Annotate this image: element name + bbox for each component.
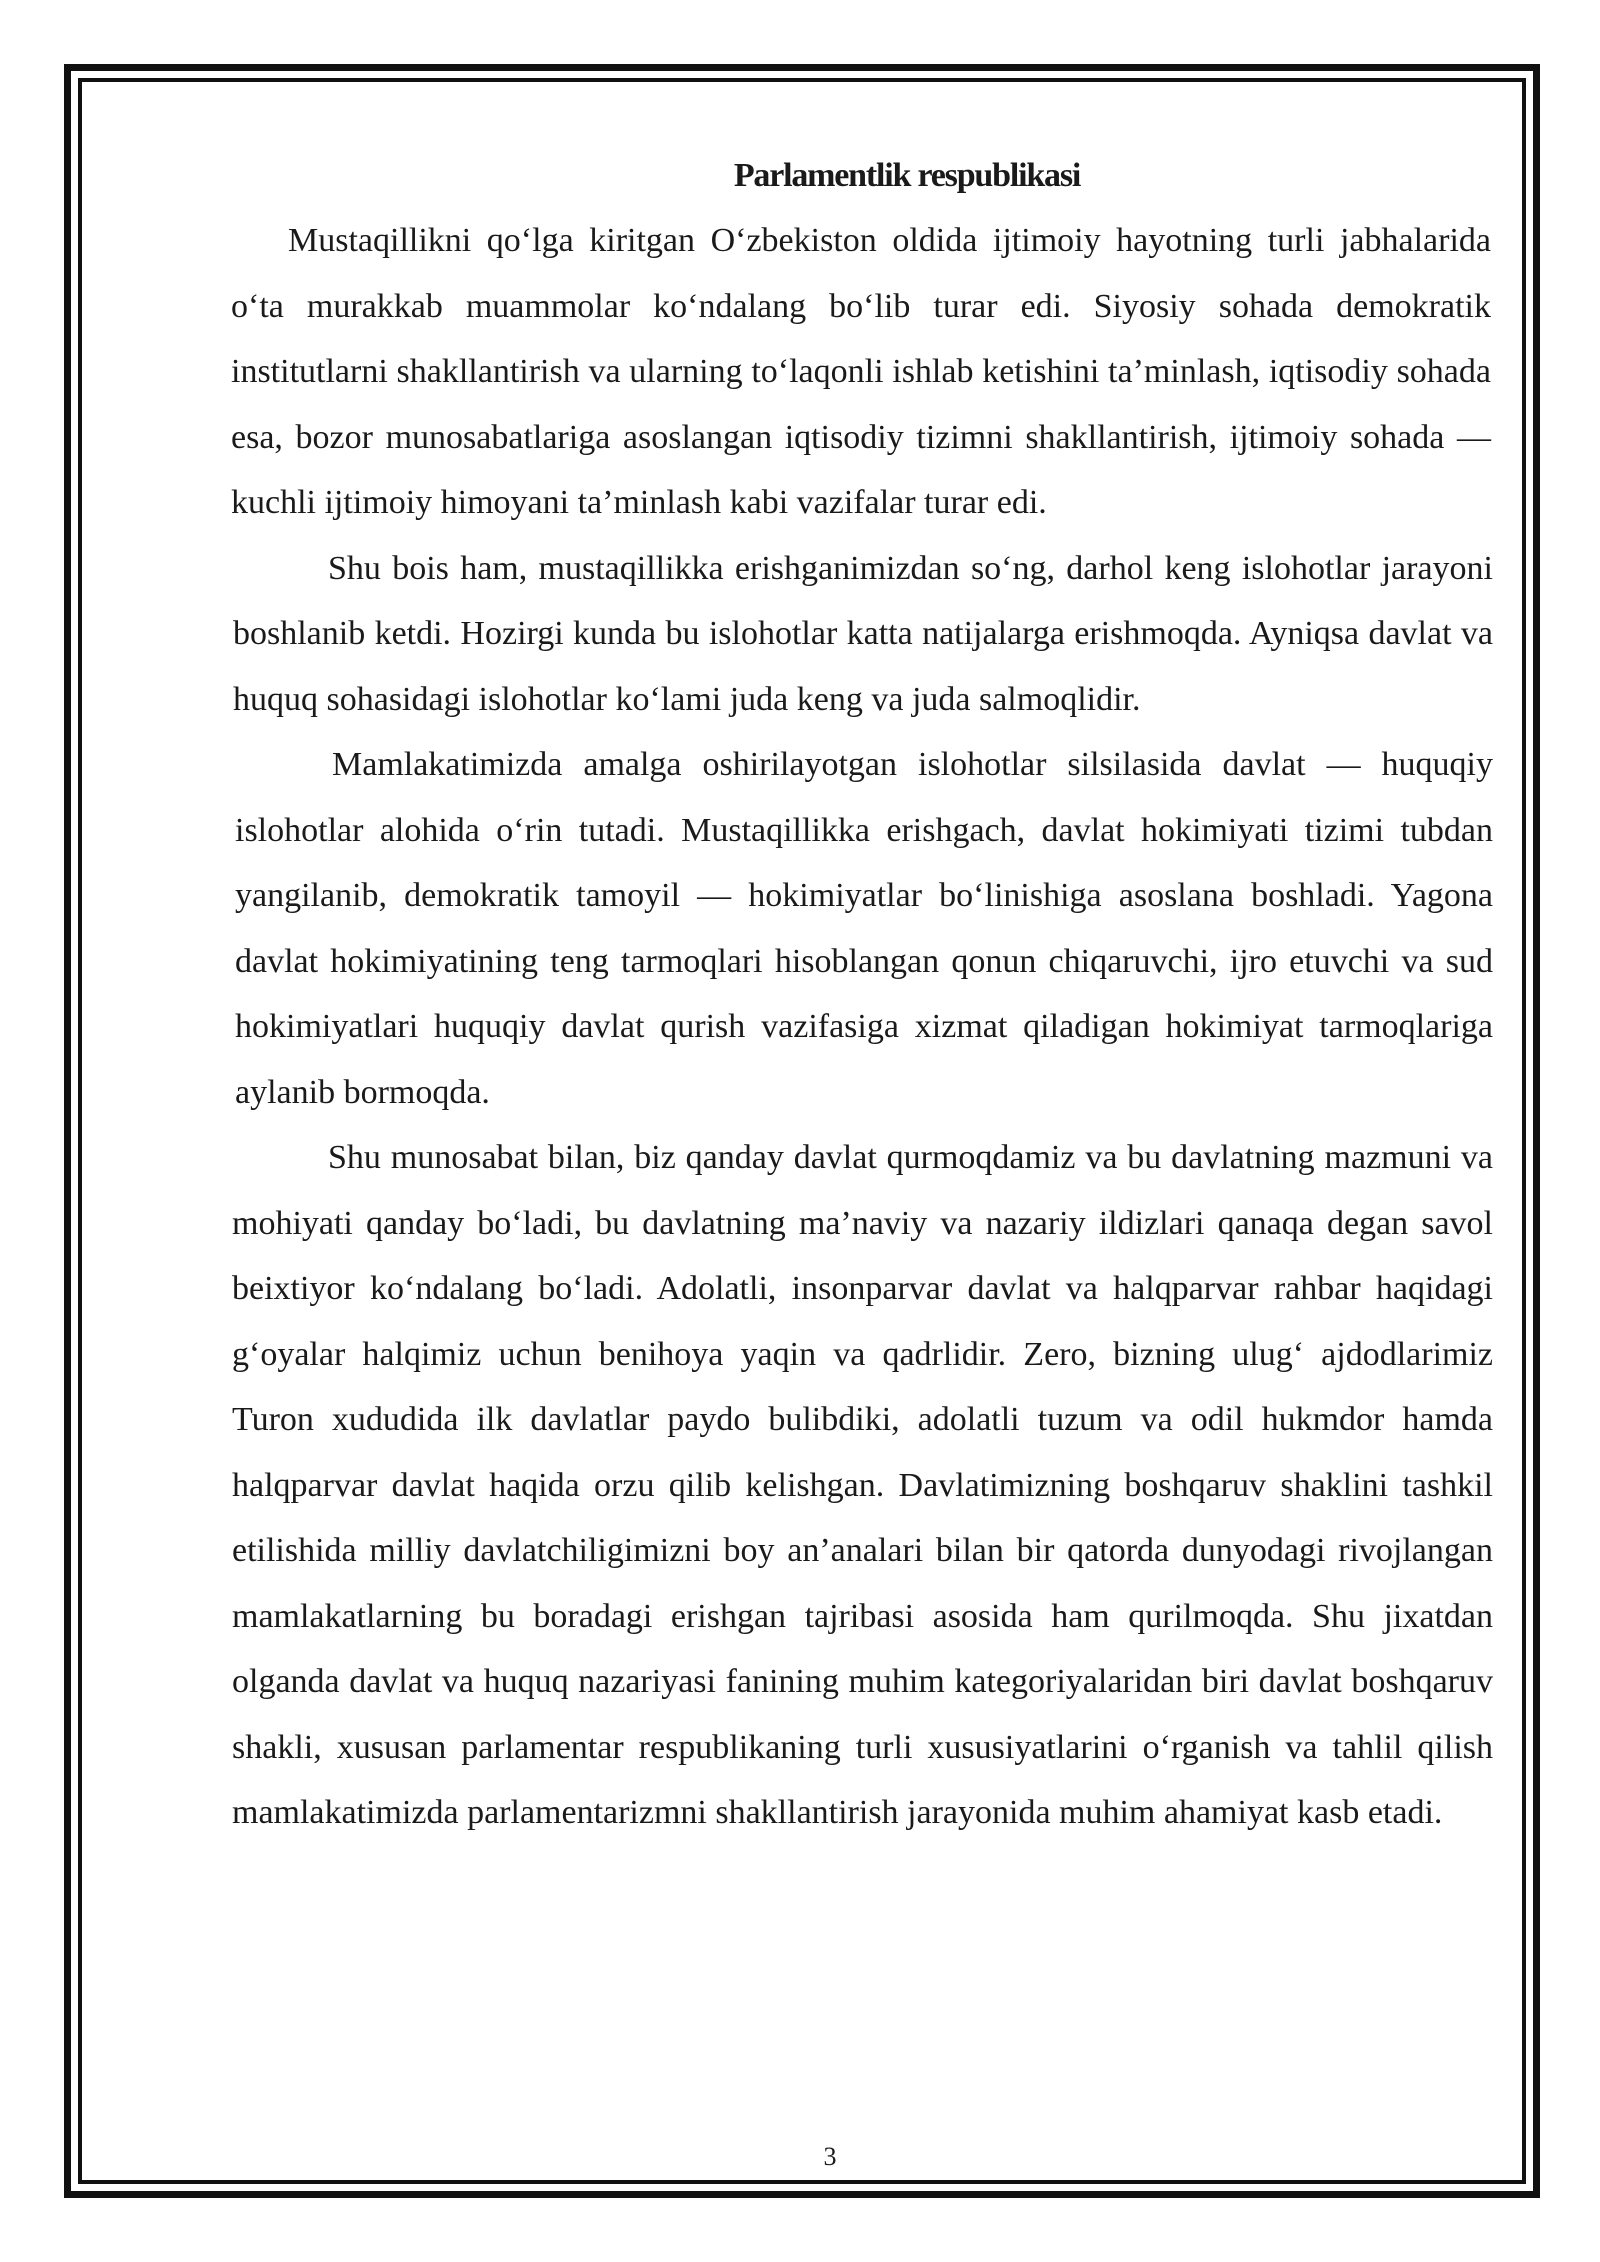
paragraph-2: Shu bois ham, mustaqillikka erishganimizdan so‘ng, darhol keng islohotlar jarayoni boshlanib ketdi. Hozirgi kunda bu islohotlar katta natijalarga erishmoqda. Ayniqsa davlat va huquq sohasidagi islohotlar ko‘lami juda keng va juda salmoqlidir. [233,549,1493,718]
paragraph-3: Mamlakatimizda amalga oshirilayotgan islohotlar silsilasida davlat — huquqiy islohotlar alohida o‘rin tutadi. Mustaqillikka erishgach, davlat hokimiyati tizimi tubdan yangilanib, demokratik tamoyil — hokimiyatlar bo‘linishiga asoslana boshladi. Yagona davlat hokimiyatining teng tarmoqlari hisoblangan qonun chiqaruvchi, ijro etuvchi va sud hokimiyatlari huquqiy davlat qurish vazifasiga xizmat qiladigan hokimiyat tarmoqlariga aylanib bormoqda. [235,746,1493,1111]
document-title: Parlamentlik respublikasi [733,157,1081,194]
paragraph-1: Mustaqillikni qo‘lga kiritgan O‘zbekiston oldida ijtimoiy hayotning turli jabhalarida o‘ta murakkab muammolar ko‘ndalang bo‘lib turar edi. Siyosiy sohada demokratik institutlarni shakllantirish va ularning to‘laqonli ishlab ketishini ta’minlash, iqtisodiy sohada esa, bozor munosabatlariga asoslangan iqtisodiy tizimni shakllantirish, ijtimoiy sohada — kuchli ijtimoiy himoyani ta’minlash kabi vazifalar turar edi. [231,222,1491,521]
page-content [231,148,1491,1846]
paragraph-4: Shu munosabat bilan, biz qanday davlat qurmoqdamiz va bu davlatning mazmuni va mohiyati qanday bo‘ladi, bu davlatning ma’naviy va nazariy ildizlari qanaqa degan savol beixtiyor ko‘ndalang bo‘ladi. Adolatli, insonparvar davlat va halqparvar rahbar haqidagi g‘oyalar halqimiz uchun benihoya yaqin va qadrlidir. Zero, bizning ulug‘ ajdodlarimiz Turon xududida ilk davlatlar paydo bulibdiki, adolatli tuzum va odil hukmdor hamda halqparvar davlat haqida orzu qilib kelishgan. Davlatimizning boshqaruv shaklini tashkil etilishida milliy davlatchiligimizni boy an’analari bilan bir qatorda dunyodagi rivojlangan mamlakatlarning bu boradagi erishgan tajribasi asosida ham qurilmoqda. Shu jixatdan olganda davlat va huquq nazariyasi fanining muhim kategoriyalaridan biri davlat boshqaruv shakli, xususan parlamentar respublikaning turli xususiyatlarini o‘rganish va tahlil qilish mamlakatimizda parlamentarizmni shakllantirish jarayonida muhim ahamiyat kasb etadi. [232,1139,1493,1831]
page-number: 3 [823,2142,837,2171]
